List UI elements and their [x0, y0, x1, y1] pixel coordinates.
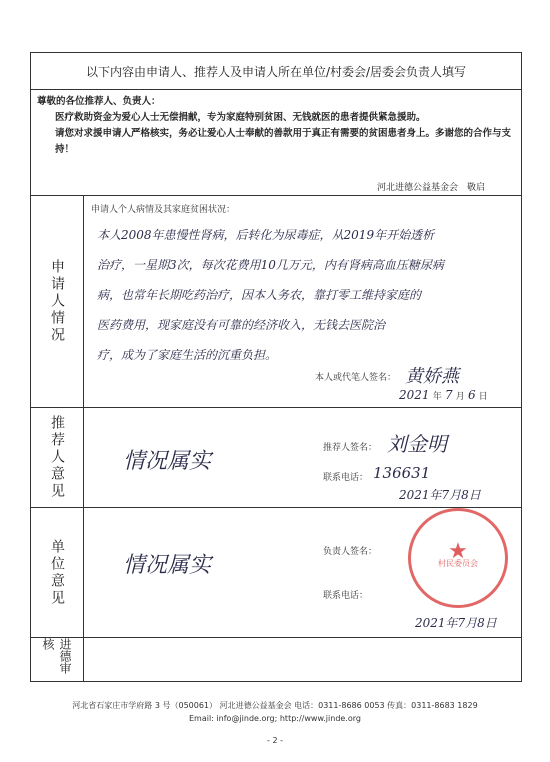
footer-contact: Email: info@jinde.org; http://www.jinde.org — [189, 714, 361, 723]
unit-label-cell — [31, 508, 84, 637]
statement-line: 病，也常年长期吃药治疗，因本人务农，靠打零工维持家庭的 — [97, 288, 422, 302]
applicant-section — [31, 195, 521, 407]
star-icon: ★ — [448, 539, 468, 564]
notice-line-2: 请您对求援申请人严格核实，务必让爱心人士奉献的善款用于真正有需要的贫困患者身上。多谢您的合作与支持！ — [55, 128, 512, 155]
applicant-section-label: 申请人情况 — [49, 259, 65, 344]
applicant-label-cell — [31, 196, 84, 407]
applicant-signature: 黄娇燕 — [405, 366, 459, 387]
statement-line: 疗，成为了家庭生活的沉重负担。 — [97, 348, 278, 362]
recommender-opinion: 情况属实 — [123, 449, 212, 474]
stamp-text: 村民委员会 — [438, 559, 478, 568]
unit-opinion: 情况属实 — [123, 553, 212, 578]
recommender-label-cell — [31, 408, 84, 507]
red-seal-stamp — [408, 508, 508, 608]
notice-line-1: 医疗救助资金为爱心人士无偿捐献，专为家庭特别贫困、无钱就医的患者提供紧急援助。 — [55, 112, 426, 123]
jinde-label-cell — [31, 638, 84, 681]
statement-line: 医药费用，现家庭没有可靠的经济收入，无钱去医院治 — [97, 318, 386, 332]
applicant-prompt: 申请人个人病情及其家庭贫困状况： — [91, 205, 236, 215]
recommender-section — [31, 407, 521, 507]
unit-phone-label: 联系电话： — [323, 591, 369, 601]
recommender-phone: 136631 — [373, 464, 431, 482]
footer-address: 河北省石家庄市学府路 3 号（050061） 河北进德公益基金会 电话：0311-8686 0053 传真：0311-8683 1829 — [72, 701, 478, 710]
notice-org-signature: 河北进德公益基金会 敬启 — [376, 183, 485, 193]
notice-text — [37, 94, 515, 158]
applicant-handwritten-statement — [97, 220, 517, 370]
unit-signature-label: 负责人签名： — [323, 547, 378, 557]
statement-line: 治疗，一星期3次，每次花费用10几万元，内有肾病高血压糖尿病 — [97, 258, 444, 272]
recommender-signature-label: 推荐人签名： — [323, 443, 378, 453]
recommender-phone-label: 联系电话： — [323, 473, 369, 483]
form-header-title: 以下内容由申请人、推荐人及申请人所在单位/村委会/居委会负责人填写 — [85, 65, 467, 79]
jinde-review-section — [31, 637, 521, 681]
applicant-date: 2021 年 7 月 6 日 — [399, 388, 488, 402]
recommender-section-label: 推荐人意见 — [49, 415, 65, 500]
notice-greeting: 尊敬的各位推荐人、负责人： — [37, 96, 161, 107]
jinde-section-label: 进德审核 — [41, 638, 72, 674]
notice-section — [31, 89, 521, 195]
form-header — [31, 53, 521, 89]
applicant-signature-label: 本人或代笔人签名： — [315, 373, 397, 383]
recommender-signature: 刘金明 — [387, 432, 447, 456]
unit-date: 2021年7月8日 — [415, 616, 497, 630]
unit-section-label: 单位意见 — [49, 538, 65, 607]
page-number: - 2 - — [267, 736, 283, 745]
statement-line: 本人2008年患慢性肾病，后转化为尿毒症，从2019年开始透析 — [97, 228, 435, 242]
recommender-date: 2021年7月8日 — [399, 488, 481, 502]
